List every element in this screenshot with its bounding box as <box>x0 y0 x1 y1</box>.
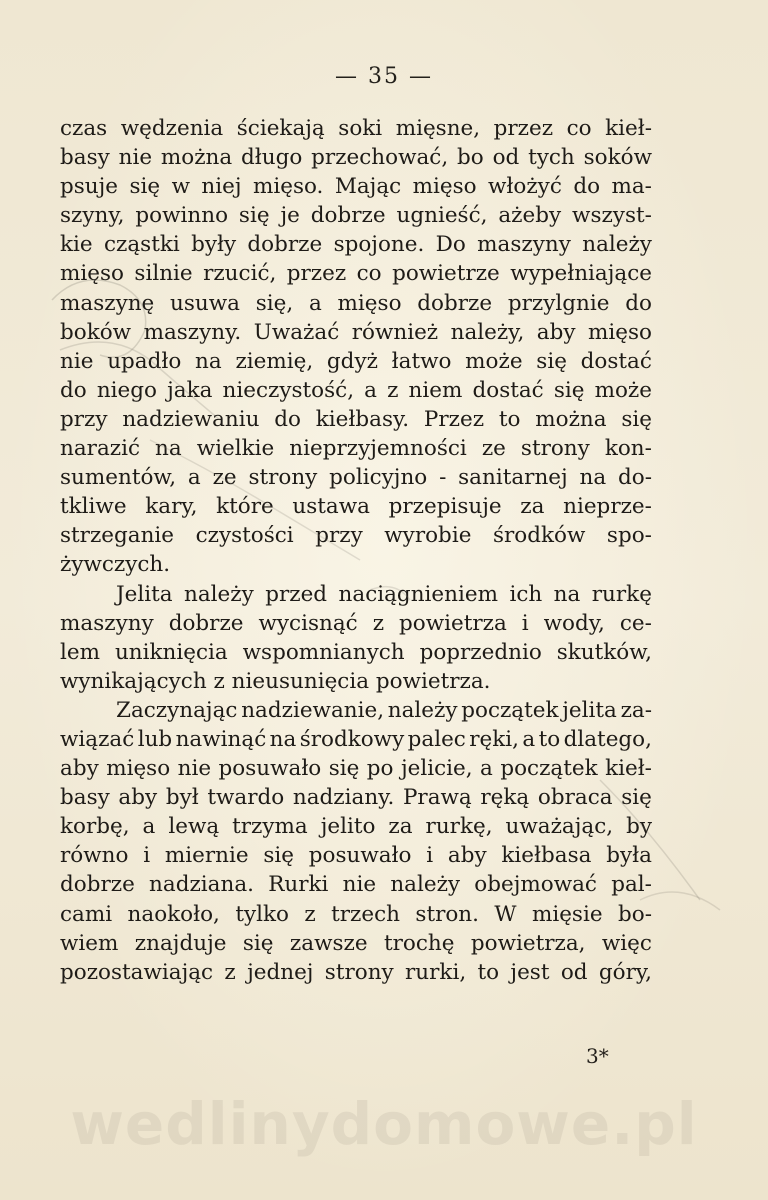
text-line: korbę, a lewą trzyma jelito za rurkę, uważając, by <box>60 814 652 840</box>
text-line: wiem znajduje się zawsze trochę powietrza, więc <box>60 930 652 956</box>
text-line: basy aby był twardo nadziany. Prawą ręką obraca się <box>60 785 652 811</box>
watermark: wedlinydomowe.pl <box>70 1090 698 1158</box>
text-line: czas wędzenia ściekają soki mięsne, przez co kieł- <box>60 116 652 141</box>
page-number: — 35 — <box>335 64 433 89</box>
text-line: strzeganie czystości przy wyrobie środków spo- <box>60 523 652 549</box>
text-line: przy nadziewaniu do kiełbasy. Przez to można się <box>60 406 652 432</box>
text-line: basy nie można długo przechować, bo od tych soków <box>60 145 652 171</box>
text-line: sumentów, a ze strony policyjno - sanitarnej na do- <box>60 465 652 491</box>
text-line: kie cząstki były dobrze spojone. Do maszyny należy <box>60 232 652 258</box>
text-line: dobrze nadziana. Rurki nie należy obejmować pal- <box>60 872 652 898</box>
printer-signature-mark: 3* <box>586 1044 609 1068</box>
text-line: do niego jaka nieczystość, a z niem dostać się może <box>60 377 652 403</box>
text-line: mięso silnie rzucić, przez co powietrze wypełniające <box>60 261 652 287</box>
text-line: pozostawiając z jednej strony rurki, to jest od góry, <box>60 959 652 985</box>
text-line: maszyny dobrze wycisnąć z powietrza i wody, ce- <box>60 610 652 636</box>
text-line: aby mięso nie posuwało się po jelicie, a początek kieł- <box>60 756 652 782</box>
text-line: żywczych. <box>60 552 171 578</box>
text-line: wiązać lub nawinąć na środkowy palec ręki, a to dlatego, <box>60 726 652 752</box>
text-line: narazić na wielkie nieprzyjemności ze strony kon- <box>60 436 652 462</box>
text-line: Jelita należy przed naciągnieniem ich na rurkę <box>116 581 652 607</box>
body-text <box>60 114 652 987</box>
text-line: tkliwe kary, które ustawa przepisuje za nieprze- <box>60 494 652 520</box>
text-line: wynikających z nieusunięcia powietrza. <box>60 668 491 694</box>
text-line: cami naokoło, tylko z trzech stron. W mięsie bo- <box>60 901 652 927</box>
text-line: maszynę usuwa się, a mięso dobrze przylgnie do <box>60 290 652 316</box>
text-line: równo i miernie się posuwało i aby kiełbasa była <box>60 843 652 869</box>
text-line: psuje się w niej mięso. Mając mięso włożyć do ma- <box>60 174 652 200</box>
text-line: szyny, powinno się je dobrze ugnieść, ażeby wszyst- <box>60 203 652 229</box>
text-line: Zaczynając nadziewanie, należy początek jelita za- <box>116 697 652 723</box>
text-line: nie upadło na ziemię, gdyż łatwo może się dostać <box>60 348 652 374</box>
text-line: lem uniknięcia wspomnianych poprzednio skutków, <box>60 639 652 665</box>
text-line: boków maszyny. Uważać również należy, aby mięso <box>60 319 652 345</box>
